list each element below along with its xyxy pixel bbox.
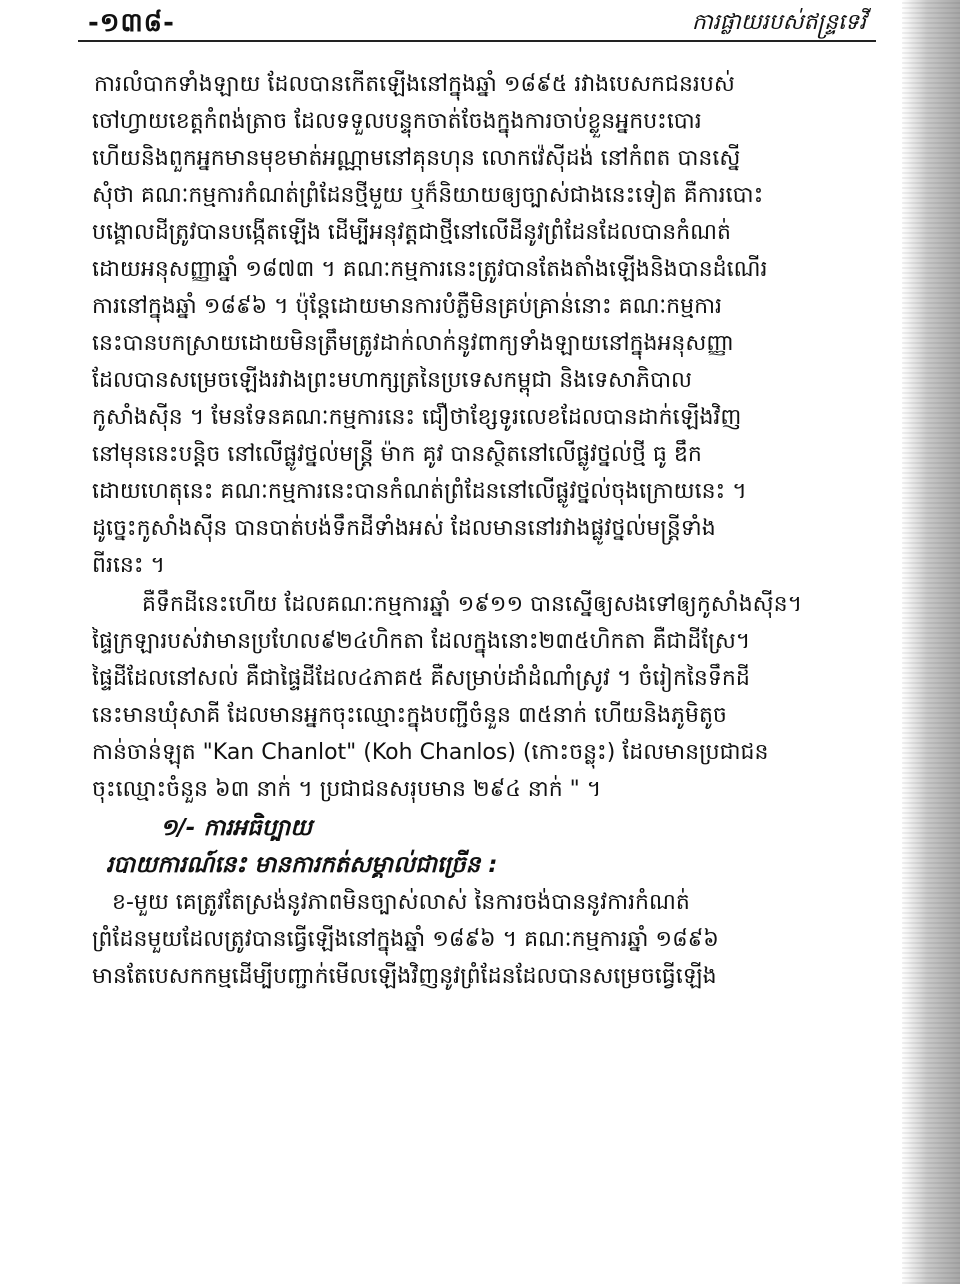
running-title: ការផ្លាយរបស់ឥន្ទ្រទេវី <box>691 10 866 35</box>
text-line: ហើយនិងពួកអ្នកមានមុខមាត់អណ្ណាមនៅគុនហុន លោកវ៉េស៊ីដង់ នៅកំពត បានស្នើ <box>92 146 741 171</box>
paragraph-2 <box>92 586 872 808</box>
section-heading: ១/- ការអធិប្បាយ <box>160 815 313 841</box>
text-line: ខ-មួយ គេត្រូវតែស្រង់នូវភាពមិនច្បាស់លាស់ នៃការចង់បាននូវការកំណត់ <box>112 890 690 915</box>
text-line: ចុះឈ្មោះចំនួន ៦៣ នាក់ ។ ប្រជាជនសរុបមាន ២៩៤ នាក់ " ។ <box>92 777 602 802</box>
text-line: ដែលបានសម្រេចឡើងរវាងព្រះមហាក្សត្រនៃប្រទេសកម្ពុជា និងទេសាភិបាល <box>92 368 692 393</box>
page-header <box>78 4 876 42</box>
text-line: ពីរនេះ ។ <box>92 553 166 578</box>
text-line: ការនៅក្នុងឆ្នាំ ១៨៩៦ ។ ប៉ុន្តែដោយមានការបំភ្លឺមិនគ្រប់គ្រាន់នោះ គណៈកម្មការ <box>92 294 723 319</box>
text-line: ចៅហ្វាយខេត្តកំពង់ត្រាច ដែលទទួលបន្ទុកចាត់ចែងក្នុងការចាប់ខ្លួនអ្នកបះបោរ <box>92 109 702 134</box>
text-line: ដូច្នេះកូសាំងស៊ីន បានបាត់បង់ទឹកដីទាំងអស់ ដែលមាននៅរវាងផ្លូវថ្នល់មន្ត្រីទាំង <box>92 516 716 541</box>
page-number: -១៣៨- <box>88 8 175 38</box>
text-line: គឺទឹកដីនេះហើយ ដែលគណៈកម្មការឆ្នាំ ១៩១១ បានស្នើឲ្យសងទៅឲ្យកូសាំងស៊ីន។ <box>142 592 803 617</box>
text-line: ដោយអនុសញ្ញាឆ្នាំ ១៨៧៣ ។ គណៈកម្មការនេះត្រូវបានតែងតាំងឡើងនិងបានដំណើរ <box>92 257 768 282</box>
text-line: ផ្ទៃដីដែលនៅសល់ គឺជាផ្ទៃដីដែល៤ភាគ៥ គឺសម្រាប់ដាំដំណាំស្រូវ ។ ចំរៀកនៃទឹកដី <box>92 666 750 691</box>
paragraph-1 <box>92 66 872 584</box>
text-line: ការលំបាកទាំងឡាយ ដែលបានកើតឡើងនៅក្នុងឆ្នាំ ១៨៩៥ រវាងបេសកជនរបស់ <box>94 72 735 97</box>
text-line: ព្រំដែនមួយដែលត្រូវបានធ្វើឡើងនៅក្នុងឆ្នាំ ១៨៩៦ ។ គណៈកម្មការឆ្នាំ ១៨៩៦ <box>92 927 719 952</box>
body-text <box>92 66 872 995</box>
text-line: សុំថា គណៈកម្មការកំណត់ព្រំដែនថ្មីមួយ ឬក៏និយាយឲ្យច្បាស់ជាងនេះទៀត គឺការបោះ <box>92 183 764 208</box>
section-subheading: របាយការណ៍នេះ មានការកត់សម្គាល់ជាច្រើន : <box>106 852 498 878</box>
text-line: នៅមុននេះបន្តិច នៅលើផ្លូវថ្នល់មន្ត្រី ម៉ាក គូវ បានស្ថិតនៅលើផ្លូវថ្នល់ថ្មី ធូ ឌឹក <box>92 442 702 467</box>
text-line: ដោយហេតុនេះ គណៈកម្មការនេះបានកំណត់ព្រំដែននៅលើផ្លូវថ្នល់ចុងក្រោយនេះ ។ <box>92 479 747 504</box>
text-line: កូសាំងស៊ីន ។ មែនទែនគណៈកម្មការនេះ ជឿថាខ្សែទូរលេខដែលបានដាក់ឡើងវិញ <box>92 405 742 430</box>
paragraph-3 <box>92 884 872 995</box>
text-line: កាន់ចាន់ឡុត "Kan Chanlot" (Koh Chanlos) (កោះចន្លុះ) ដែលមានប្រជាជន <box>92 740 769 765</box>
scan-shadow-edge <box>902 0 960 1284</box>
text-line: មានតែបេសកកម្មដើម្បីបញ្ជាក់មើលឡើងវិញនូវព្រំដែនដែលបានសម្រេចធ្វើឡើង <box>92 964 717 989</box>
text-line: នេះបានបកស្រាយដោយមិនត្រឹមត្រូវដាក់លាក់នូវពាក្យទាំងឡាយនៅក្នុងអនុសញ្ញា <box>92 331 734 356</box>
text-line: នេះមានឃុំសាគី ដែលមានអ្នកចុះឈ្មោះក្នុងបញ្ជីចំនួន ៣៥នាក់ ហើយនិងភូមិតូច <box>92 703 727 728</box>
text-line: បង្គោលដីត្រូវបានបង្កើតឡើង ដើម្បីអនុវត្តជាថ្មីនៅលើដីនូវព្រំដែនដែលបានកំណត់ <box>92 220 731 245</box>
text-line: ផ្ទៃក្រឡារបស់វាមានប្រហែល៩២៤ហិកតា ដែលក្នុងនោះ២៣៥ហិកតា គឺជាដីស្រែ។ <box>92 629 751 654</box>
